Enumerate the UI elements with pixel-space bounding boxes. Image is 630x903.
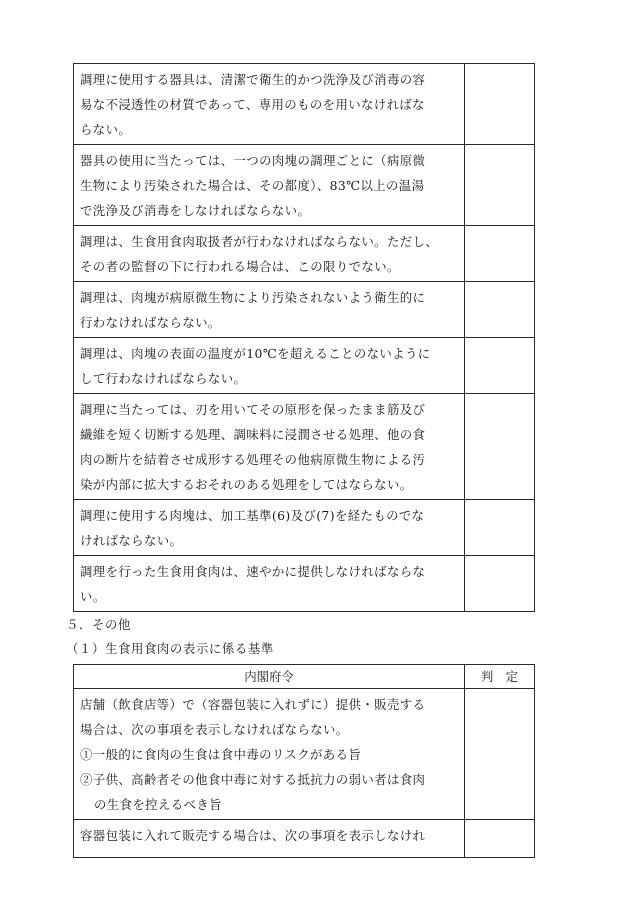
judgement-cell[interactable]	[465, 64, 535, 145]
standard-text-cell	[74, 145, 465, 226]
list-item: ①一般的に食肉の生食は食中毒のリスクがある旨	[80, 747, 362, 762]
table-row	[74, 282, 535, 338]
standard-text-cell	[74, 282, 465, 338]
table-row	[74, 689, 535, 820]
standard-text: 器具の使用に当たっては、一つの肉塊の調理ごとに（病原微 生物により汚染された場合は、その都度）、83℃以上の温湯 で洗浄及び消毒をしなければならない。	[80, 153, 426, 218]
standard-text-cell	[74, 64, 465, 145]
table-row	[74, 500, 535, 556]
standard-text-cell	[74, 394, 465, 500]
judgement-cell[interactable]	[465, 394, 535, 500]
list-item: ②子供、高齢者その他食中毒に対する抵抗力の弱い者は食肉	[80, 772, 426, 787]
intro-text: 店舗（飲食店等）で（容器包装に入れずに）提供・販売する 場合は、次の事項を表示しなければならない。	[80, 697, 426, 737]
judgement-cell[interactable]	[465, 338, 535, 394]
standard-text-cell	[74, 500, 465, 556]
standard-text-cell	[74, 820, 465, 858]
standard-text: 調理は、生食用食肉取扱者が行わなければならない。ただし、 その者の監督の下に行われる場合は、この限りでない。	[80, 234, 439, 274]
section-title: ５．その他	[66, 617, 131, 632]
standard-text-cell	[74, 689, 465, 820]
labeling-standards-table	[73, 664, 535, 858]
column-header-judgement: 判 定	[465, 665, 535, 689]
judgement-cell[interactable]	[465, 820, 535, 858]
standard-text-cell	[74, 226, 465, 282]
judgement-cell[interactable]	[465, 556, 535, 612]
standard-text-cell	[74, 556, 465, 612]
standard-text: 容器包装に入れて販売する場合は、次の事項を表示しなけれ	[80, 828, 426, 843]
judgement-cell[interactable]	[465, 145, 535, 226]
standard-text: 調理を行った生食用食肉は、速やかに提供しなければならな い。	[80, 564, 426, 604]
table-row	[74, 64, 535, 145]
table-header-row	[74, 665, 535, 689]
standard-text: 調理は、肉塊が病原微生物により汚染されないよう衛生的に 行わなければならない。	[80, 290, 426, 330]
table-row	[74, 394, 535, 500]
judgement-cell[interactable]	[465, 226, 535, 282]
standard-text: 調理に使用する肉塊は、加工基準(6)及び(7)を経たものでな ければならない。	[80, 508, 425, 548]
section-subtitle: （１）生食用食肉の表示に係る基準	[66, 641, 274, 656]
list-item-continuation: の生食を控えるべき旨	[94, 797, 222, 812]
cooking-standards-table	[73, 63, 535, 612]
judgement-cell[interactable]	[465, 282, 535, 338]
table-row	[74, 145, 535, 226]
standard-text-cell	[74, 338, 465, 394]
table-row	[74, 338, 535, 394]
standard-text	[74, 689, 464, 819]
table-row	[74, 226, 535, 282]
standard-text: 調理は、肉塊の表面の温度が10℃を超えることのないように して行わなければならない。	[80, 346, 431, 386]
judgement-cell[interactable]	[465, 689, 535, 820]
standard-text: 調理に当たっては、刃を用いてその原形を保ったまま筋及び 繊維を短く切断する処理、調味料に浸潤させる処理、他の食 肉の断片を結着させ成形する処理その他病原微生物による汚 染が内部に拡大するおそれのある処理をしてはならない。	[80, 402, 426, 492]
column-header-ordinance: 内閣府令	[74, 665, 465, 689]
table-row	[74, 556, 535, 612]
judgement-cell[interactable]	[465, 500, 535, 556]
standard-text: 調理に使用する器具は、清潔で衛生的かつ洗浄及び消毒の容 易な不浸透性の材質であって、専用のものを用いなければな らない。	[80, 72, 426, 137]
table-row	[74, 820, 535, 858]
